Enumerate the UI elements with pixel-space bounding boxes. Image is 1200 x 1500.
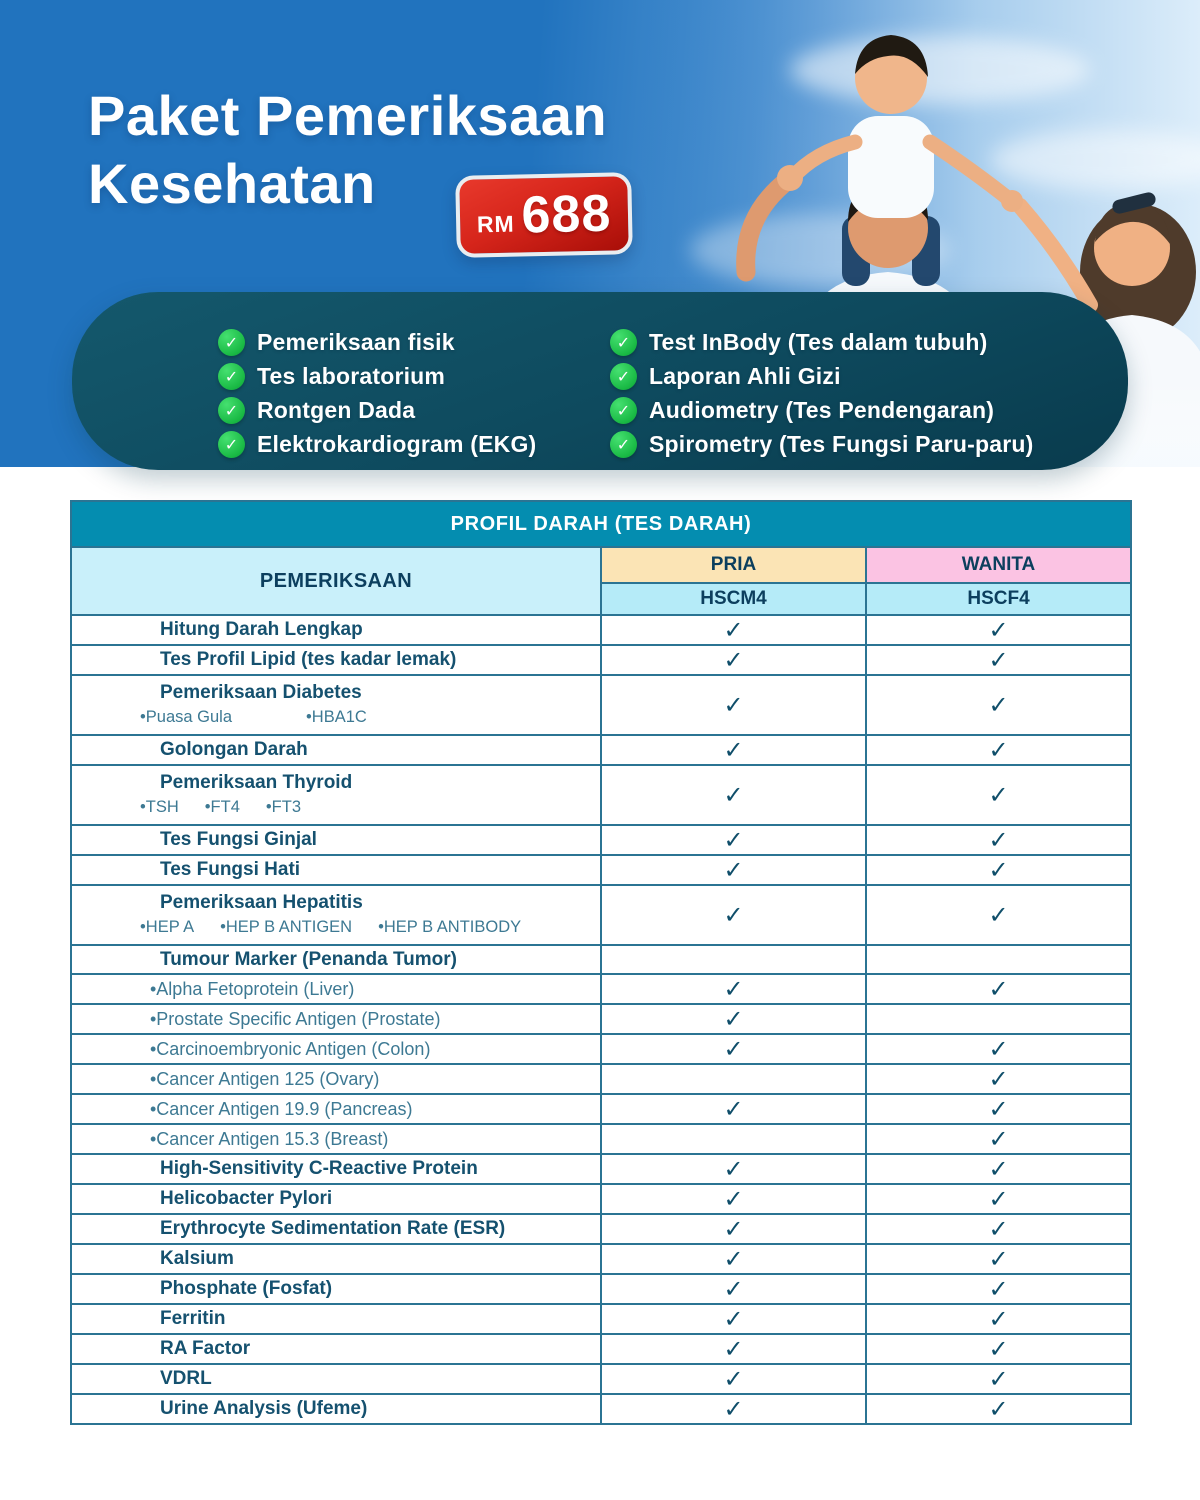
exam-cell <box>71 974 601 1004</box>
check-icon: ✓ <box>723 1155 744 1183</box>
feature-label: Audiometry (Tes Pendengaran) <box>649 396 995 423</box>
exam-cell <box>71 735 601 765</box>
wanita-check-cell <box>866 1364 1131 1394</box>
exam-cell <box>71 1034 601 1064</box>
pria-check-cell <box>601 1094 866 1124</box>
check-icon: ✓ <box>723 1305 744 1333</box>
exam-cell <box>71 1364 601 1394</box>
pria-check-cell <box>601 1364 866 1394</box>
wanita-check-cell <box>866 974 1131 1004</box>
exam-label: Pemeriksaan Hepatitis <box>160 892 363 913</box>
check-icon: ✓ <box>988 1095 1009 1123</box>
check-icon: ✓ <box>988 646 1009 674</box>
check-circle-icon: ✓ <box>218 363 245 390</box>
wanita-check-cell <box>866 1334 1131 1364</box>
exam-cell <box>71 1184 601 1214</box>
exam-cell <box>71 1124 601 1154</box>
feature-label: Tes laboratorium <box>257 362 446 389</box>
table-row <box>71 735 1131 765</box>
exam-cell <box>71 615 601 645</box>
feature-label: Pemeriksaan fisik <box>257 328 455 355</box>
check-circle-icon: ✓ <box>610 397 637 424</box>
features-panel <box>72 292 1128 470</box>
table-row <box>71 1334 1131 1364</box>
check-circle-icon: ✓ <box>218 329 245 356</box>
price-amount: 688 <box>520 184 612 245</box>
exam-cell <box>71 885 601 945</box>
check-icon: ✓ <box>988 1305 1009 1333</box>
exam-bullet-label: •Prostate Specific Antigen (Prostate) <box>150 1009 441 1029</box>
check-icon: ✓ <box>988 826 1009 854</box>
exam-sub-item: •HEP B ANTIBODY <box>378 918 522 936</box>
exam-sub-item: •FT4 <box>204 798 240 816</box>
wanita-check-cell <box>866 1184 1131 1214</box>
pria-check-cell <box>601 615 866 645</box>
wanita-check-cell <box>866 675 1131 735</box>
wanita-check-cell <box>866 765 1131 825</box>
pria-check-cell <box>601 1214 866 1244</box>
wanita-check-cell <box>866 945 1131 974</box>
table-row <box>71 1364 1131 1394</box>
exam-sub-item: •HEP B ANTIGEN <box>220 918 353 936</box>
feature-item <box>610 393 1033 427</box>
wanita-check-cell <box>866 1394 1131 1424</box>
table-row <box>71 765 1131 825</box>
exam-cell <box>71 675 601 735</box>
check-icon: ✓ <box>723 1095 744 1123</box>
exam-label: High-Sensitivity C-Reactive Protein <box>160 1158 478 1179</box>
wanita-check-cell <box>866 1064 1131 1094</box>
exam-sub-items <box>72 797 600 817</box>
pria-check-cell <box>601 1124 866 1154</box>
pria-check-cell <box>601 765 866 825</box>
pria-check-cell <box>601 974 866 1004</box>
table-row <box>71 1094 1131 1124</box>
wanita-check-cell <box>866 1004 1131 1034</box>
table-row <box>71 645 1131 675</box>
check-icon: ✓ <box>723 826 744 854</box>
check-circle-icon: ✓ <box>218 431 245 458</box>
exam-label: Pemeriksaan Diabetes <box>160 682 362 703</box>
exam-sub-item: •HEP A <box>140 918 195 936</box>
check-icon: ✓ <box>723 901 744 929</box>
wanita-check-cell <box>866 1094 1131 1124</box>
column-header-wanita: WANITA <box>866 547 1131 583</box>
exam-sub-items <box>72 917 600 937</box>
check-icon: ✓ <box>988 1245 1009 1273</box>
pria-check-cell <box>601 1034 866 1064</box>
check-icon: ✓ <box>723 1245 744 1273</box>
wanita-check-cell <box>866 1154 1131 1184</box>
exam-cell <box>71 645 601 675</box>
wanita-check-cell <box>866 1274 1131 1304</box>
wanita-check-cell <box>866 615 1131 645</box>
wanita-check-cell <box>866 1124 1131 1154</box>
table-row <box>71 1394 1131 1424</box>
wanita-check-cell <box>866 885 1131 945</box>
exam-cell <box>71 945 601 974</box>
exam-bullet-label: •Cancer Antigen 15.3 (Breast) <box>150 1129 389 1149</box>
package-code-female: HSCF4 <box>866 583 1131 615</box>
feature-item <box>218 393 536 427</box>
exam-cell <box>71 1214 601 1244</box>
pria-check-cell <box>601 1154 866 1184</box>
check-icon: ✓ <box>988 1275 1009 1303</box>
exam-cell <box>71 1064 601 1094</box>
check-icon: ✓ <box>988 1155 1009 1183</box>
features-column-2 <box>610 325 1033 461</box>
feature-label: Rontgen Dada <box>257 396 416 423</box>
exam-label: Pemeriksaan Thyroid <box>160 772 353 793</box>
exam-label: Urine Analysis (Ufeme) <box>160 1398 368 1419</box>
pria-check-cell <box>601 1274 866 1304</box>
pria-check-cell <box>601 675 866 735</box>
exam-cell <box>71 1094 601 1124</box>
exam-label: VDRL <box>160 1368 212 1389</box>
check-icon: ✓ <box>723 856 744 884</box>
table-row <box>71 1034 1131 1064</box>
exam-label: Hitung Darah Lengkap <box>160 619 363 640</box>
exam-cell <box>71 1244 601 1274</box>
exam-cell <box>71 1154 601 1184</box>
wanita-check-cell <box>866 1304 1131 1334</box>
feature-item <box>610 325 1033 359</box>
wanita-check-cell <box>866 645 1131 675</box>
exam-cell <box>71 1274 601 1304</box>
exam-cell <box>71 765 601 825</box>
check-icon: ✓ <box>988 736 1009 764</box>
feature-item <box>218 359 536 393</box>
table-row <box>71 825 1131 855</box>
price-badge <box>455 172 633 258</box>
pria-check-cell <box>601 825 866 855</box>
pria-check-cell <box>601 645 866 675</box>
exam-label: Kalsium <box>160 1248 234 1269</box>
package-code-male: HSCM4 <box>601 583 866 615</box>
check-icon: ✓ <box>988 691 1009 719</box>
exam-sub-item: •HBA1C <box>306 708 367 726</box>
table-row <box>71 615 1131 645</box>
check-icon: ✓ <box>723 1275 744 1303</box>
check-icon: ✓ <box>723 1335 744 1363</box>
exam-sub-item: •TSH <box>140 798 179 816</box>
feature-item <box>610 359 1033 393</box>
table-row <box>71 855 1131 885</box>
exam-label: Tes Profil Lipid (tes kadar lemak) <box>160 649 457 670</box>
pria-check-cell <box>601 1004 866 1034</box>
exam-cell <box>71 1304 601 1334</box>
wanita-check-cell <box>866 735 1131 765</box>
table-row <box>71 974 1131 1004</box>
check-circle-icon: ✓ <box>610 363 637 390</box>
wanita-check-cell <box>866 825 1131 855</box>
exam-sub-item: •FT3 <box>265 798 302 816</box>
table-row <box>71 885 1131 945</box>
check-icon: ✓ <box>988 1035 1009 1063</box>
wanita-check-cell <box>866 1034 1131 1064</box>
check-icon: ✓ <box>723 1035 744 1063</box>
check-icon: ✓ <box>988 781 1009 809</box>
check-icon: ✓ <box>723 616 744 644</box>
check-circle-icon: ✓ <box>610 431 637 458</box>
exam-sub-item: •Puasa Gula <box>140 708 232 726</box>
column-header-pemeriksaan: PEMERIKSAAN <box>71 547 601 615</box>
exam-label: Golongan Darah <box>160 739 308 760</box>
check-icon: ✓ <box>988 1065 1009 1093</box>
table-row <box>71 1244 1131 1274</box>
table-row <box>71 1184 1131 1214</box>
exam-label: RA Factor <box>160 1338 251 1359</box>
price-currency: RM <box>476 210 515 237</box>
wanita-check-cell <box>866 855 1131 885</box>
check-icon: ✓ <box>988 1185 1009 1213</box>
pria-check-cell <box>601 735 866 765</box>
check-icon: ✓ <box>723 1395 744 1423</box>
check-icon: ✓ <box>723 691 744 719</box>
column-header-pria: PRIA <box>601 547 866 583</box>
exam-cell <box>71 1394 601 1424</box>
check-icon: ✓ <box>723 1215 744 1243</box>
pria-check-cell <box>601 1184 866 1214</box>
table-body <box>71 615 1131 1424</box>
pria-check-cell <box>601 885 866 945</box>
title-line-1: Paket Pemeriksaan <box>88 84 608 147</box>
check-icon: ✓ <box>723 1005 744 1033</box>
feature-label: Spirometry (Tes Fungsi Paru-paru) <box>649 430 1034 457</box>
check-icon: ✓ <box>988 1335 1009 1363</box>
check-icon: ✓ <box>988 901 1009 929</box>
feature-item <box>610 427 1033 461</box>
wanita-check-cell <box>866 1214 1131 1244</box>
check-icon: ✓ <box>723 646 744 674</box>
pria-check-cell <box>601 1304 866 1334</box>
check-icon: ✓ <box>723 975 744 1003</box>
exam-label: Phosphate (Fosfat) <box>160 1278 333 1299</box>
table-section-title: PROFIL DARAH (TES DARAH) <box>71 501 1131 547</box>
exam-cell <box>71 1334 601 1364</box>
pria-check-cell <box>601 1244 866 1274</box>
table-row <box>71 1124 1131 1154</box>
table-row <box>71 1274 1131 1304</box>
feature-item <box>218 427 536 461</box>
exam-label: Erythrocyte Sedimentation Rate (ESR) <box>160 1218 506 1239</box>
exam-sub-items <box>72 707 600 727</box>
check-icon: ✓ <box>723 1365 744 1393</box>
check-icon: ✓ <box>723 1185 744 1213</box>
blood-profile-section <box>70 500 1130 1425</box>
exam-label: Ferritin <box>160 1308 226 1329</box>
table-row <box>71 1004 1131 1034</box>
pria-check-cell <box>601 1334 866 1364</box>
exam-bullet-label: •Alpha Fetoprotein (Liver) <box>150 979 355 999</box>
feature-item <box>218 325 536 359</box>
table-row <box>71 1154 1131 1184</box>
pria-check-cell <box>601 855 866 885</box>
blood-profile-table <box>70 500 1132 1425</box>
check-icon: ✓ <box>723 736 744 764</box>
check-icon: ✓ <box>988 616 1009 644</box>
check-icon: ✓ <box>988 1365 1009 1393</box>
check-icon: ✓ <box>988 1125 1009 1153</box>
check-icon: ✓ <box>988 975 1009 1003</box>
table-row <box>71 1064 1131 1094</box>
table-row <box>71 1304 1131 1334</box>
feature-label: Laporan Ahli Gizi <box>649 362 841 389</box>
check-icon: ✓ <box>988 856 1009 884</box>
exam-bullet-label: •Carcinoembryonic Antigen (Colon) <box>150 1039 431 1059</box>
exam-bullet-label: •Cancer Antigen 19.9 (Pancreas) <box>150 1099 413 1119</box>
check-icon: ✓ <box>723 781 744 809</box>
check-icon: ✓ <box>988 1215 1009 1243</box>
feature-label: Test InBody (Tes dalam tubuh) <box>649 328 988 355</box>
check-icon: ✓ <box>988 1395 1009 1423</box>
pria-check-cell <box>601 1394 866 1424</box>
table-row <box>71 675 1131 735</box>
exam-label: Tes Fungsi Ginjal <box>160 829 317 850</box>
exam-label: Helicobacter Pylori <box>160 1188 333 1209</box>
exam-bullet-label: •Cancer Antigen 125 (Ovary) <box>150 1069 380 1089</box>
exam-cell <box>71 825 601 855</box>
title-line-2: Kesehatan <box>88 152 376 216</box>
exam-cell <box>71 855 601 885</box>
pria-check-cell <box>601 1064 866 1094</box>
exam-cell <box>71 1004 601 1034</box>
check-circle-icon: ✓ <box>218 397 245 424</box>
check-circle-icon: ✓ <box>610 329 637 356</box>
table-row <box>71 945 1131 974</box>
exam-label: Tes Fungsi Hati <box>160 859 301 880</box>
table-row <box>71 1214 1131 1244</box>
features-column-1 <box>218 325 536 461</box>
wanita-check-cell <box>866 1244 1131 1274</box>
exam-section-label: Tumour Marker (Penanda Tumor) <box>160 948 457 970</box>
feature-label: Elektrokardiogram (EKG) <box>257 430 537 457</box>
pria-check-cell <box>601 945 866 974</box>
